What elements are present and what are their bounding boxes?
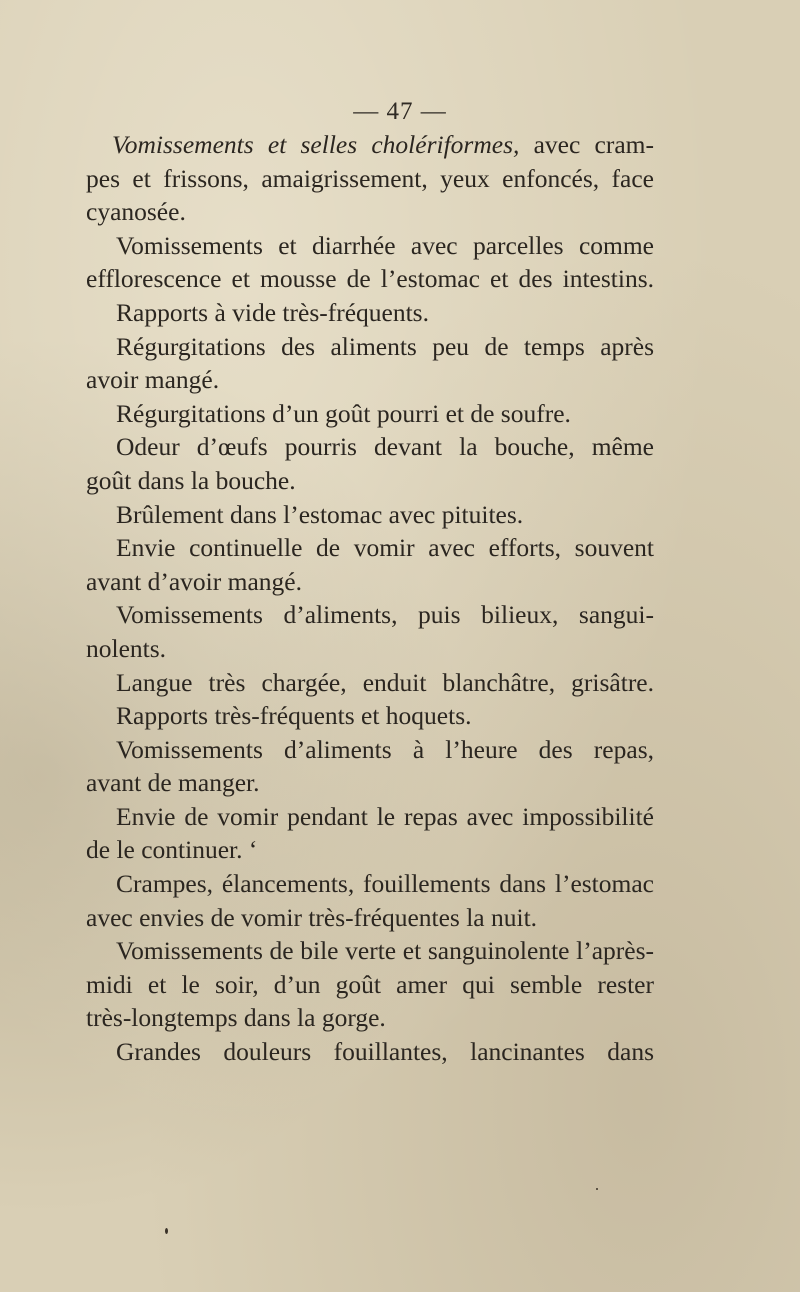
- text-line: de le continuer. ‘: [86, 835, 258, 865]
- text-line: Langue très chargée, enduit blanchâtre, grisâtre.: [116, 667, 654, 697]
- text-line: nolents.: [86, 633, 167, 663]
- text-line: Rapports à vide très-fréquents.: [116, 297, 429, 327]
- text-line: Brûlement dans l’estomac avec pituites.: [116, 499, 524, 529]
- text-line: Vomissements d’aliments, puis bilieux, sangui-: [116, 600, 654, 630]
- text-line: avec envies de vomir très-fréquentes la nuit.: [86, 902, 538, 932]
- text-line: avant d’avoir mangé.: [86, 566, 302, 596]
- text-line: goût dans la bouche.: [86, 465, 296, 495]
- text-line: pes et frissons, amaigrissement, yeux enfoncés, face: [86, 163, 654, 193]
- text-line: efflorescence et mousse de l’estomac et des intestins.: [86, 264, 654, 294]
- text-line: Vomissements et diarrhée avec parcelles comme: [116, 230, 654, 260]
- line-text: avec cram-: [519, 130, 654, 159]
- text-line: Grandes douleurs fouillantes, lancinantes dans: [116, 1037, 654, 1067]
- ink-speck: [596, 1188, 598, 1190]
- text-line: Rapports très-fréquents et hoquets.: [116, 701, 472, 731]
- text-line: avant de manger.: [86, 768, 260, 798]
- text-line: Régurgitations des aliments peu de temps après: [116, 331, 654, 361]
- text-line: [86, 128, 654, 162]
- italic-heading: Vomissements et selles cholériformes,: [112, 130, 520, 159]
- text-line: midi et le soir, d’un goût amer qui semble rester: [86, 969, 654, 999]
- page-number: — 47 —: [353, 98, 447, 125]
- text-line: Envie continuelle de vomir avec efforts, souvent: [116, 533, 654, 563]
- text-line: Vomissements de bile verte et sanguinolente l’après-: [116, 936, 654, 966]
- text-line: Crampes, élancements, fouillements dans l’estomac: [116, 869, 654, 899]
- text-line: cyanosée.: [86, 197, 186, 227]
- text-line: Envie de vomir pendant le repas avec impossibilité: [116, 801, 654, 831]
- text-line: Odeur d’œufs pourris devant la bouche, même: [116, 432, 654, 462]
- text-line: avoir mangé.: [86, 365, 220, 395]
- text-line: très-longtemps dans la gorge.: [86, 1003, 386, 1033]
- body-text: [86, 128, 654, 1069]
- text-line: Vomissements d’aliments à l’heure des repas,: [116, 734, 654, 764]
- ink-speck: [165, 1228, 168, 1234]
- text-line: Régurgitations d’un goût pourri et de soufre.: [116, 398, 571, 428]
